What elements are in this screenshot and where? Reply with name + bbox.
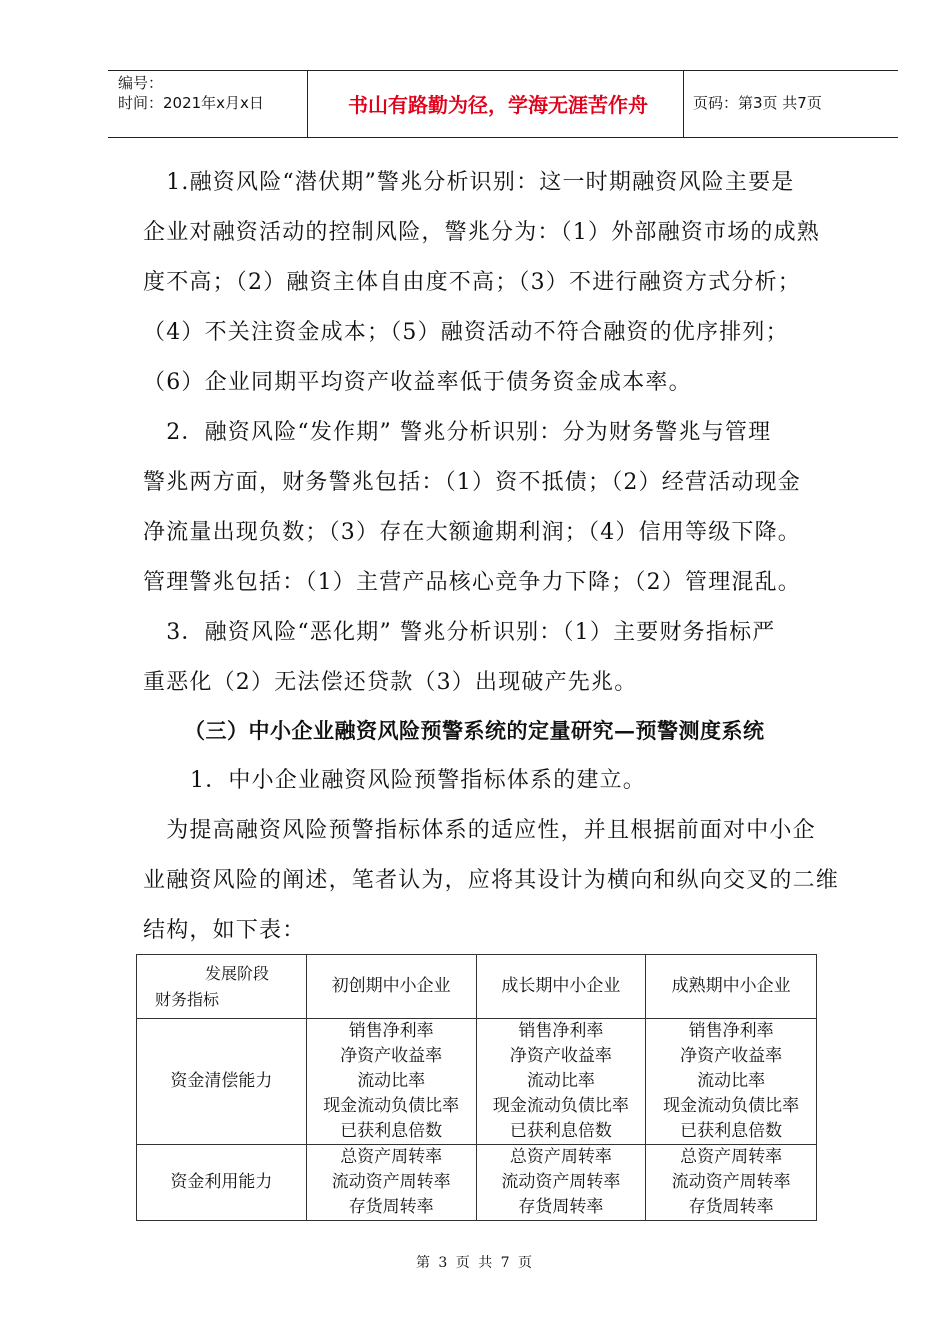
corner-top-label: 发展阶段 [205, 963, 270, 983]
text-line: 警兆两方面，财务警兆包括：（1）资不抵债；（2）经营活动现金 [143, 470, 801, 495]
section-heading: （三）中小企业融资风险预警系统的定量研究—预警测度系统 [184, 718, 765, 743]
page-header [108, 70, 898, 138]
indicator-item: 销售净利率 [688, 1021, 774, 1041]
indicator-item: 流动资产周转率 [671, 1172, 791, 1192]
indicator-item: 净资产收益率 [680, 1046, 783, 1066]
row-label: 资金清偿能力 [137, 1019, 307, 1145]
text-line: 业融资风险的阐述，笔者认为，应将其设计为横向和纵向交叉的二维 [143, 868, 840, 893]
text-line: 企业对融资活动的控制风险，警兆分为：（1）外部融资市场的成熟 [143, 220, 820, 245]
text-line: 为提高融资风险预警指标体系的适应性，并且根据前面对中小企 [143, 818, 816, 843]
paragraph-outbreak-period [143, 408, 863, 608]
indicator-item: 净资产收益率 [509, 1046, 612, 1066]
indicator-item: 总资产周转率 [340, 1147, 443, 1167]
row-label: 资金利用能力 [137, 1145, 307, 1221]
indicator-item: 流动资产周转率 [501, 1172, 621, 1192]
indicator-item: 销售净利率 [518, 1021, 604, 1041]
item-heading: 1．中小企业融资风险预警指标体系的建立。 [190, 768, 646, 793]
text-line: 重恶化（2）无法偿还贷款（3）出现破产先兆。 [143, 670, 638, 695]
indicator-item: 已获利息倍数 [680, 1121, 783, 1141]
column-header: 成长期中小企业 [476, 955, 646, 1019]
document-number-label: 编号： [118, 74, 164, 92]
indicator-item: 流动比率 [526, 1071, 595, 1091]
indicator-cell [476, 1145, 646, 1221]
document-date: 时间：2021年x月x日 [118, 94, 264, 112]
table-row [137, 1019, 817, 1145]
text-line: 结构，如下表： [143, 918, 306, 943]
indicator-item: 现金流动负债比率 [492, 1096, 629, 1116]
indicator-item: 净资产收益率 [340, 1046, 443, 1066]
table-header-row [137, 955, 817, 1019]
indicator-item: 已获利息倍数 [340, 1121, 443, 1141]
indicator-item: 流动比率 [357, 1071, 426, 1091]
indicator-item: 总资产周转率 [509, 1147, 612, 1167]
text-line: 1.融资风险“潜伏期”警兆分析识别：这一时期融资风险主要是 [143, 170, 795, 195]
table-row [137, 1145, 817, 1221]
header-divider [683, 71, 684, 137]
indicator-item: 销售净利率 [348, 1021, 434, 1041]
indicator-item: 现金流动负债比率 [323, 1096, 460, 1116]
corner-bottom-label: 财务指标 [155, 989, 220, 1009]
header-motto: 书山有路勤为径，学海无涯苦作舟 [348, 93, 648, 117]
indicator-item: 流动比率 [697, 1071, 766, 1091]
text-line: 净流量出现负数；（3）存在大额逾期利润；（4）信用等级下降。 [143, 520, 801, 545]
header-meta [118, 73, 264, 113]
page-footer: 第 3 页 共 7 页 [415, 1255, 535, 1271]
text-line: （6）企业同期平均资产收益率低于债务资金成本率。 [143, 370, 692, 395]
header-page-info: 页码：第3页 共7页 [693, 94, 822, 112]
indicator-cell [476, 1019, 646, 1145]
indicator-item: 现金流动负债比率 [663, 1096, 800, 1116]
table-corner-cell [137, 955, 307, 1019]
paragraph-latent-period [143, 158, 863, 408]
column-header: 成熟期中小企业 [646, 955, 817, 1019]
indicator-table [136, 954, 817, 1221]
indicator-cell [306, 1145, 476, 1221]
indicator-item: 已获利息倍数 [509, 1121, 612, 1141]
indicator-cell [646, 1019, 817, 1145]
text-line: 管理警兆包括：（1）主营产品核心竞争力下降；（2）管理混乱。 [143, 570, 801, 595]
indicator-item: 流动资产周转率 [331, 1172, 451, 1192]
indicator-cell [306, 1019, 476, 1145]
indicator-item: 存货周转率 [518, 1197, 604, 1217]
indicator-item: 存货周转率 [348, 1197, 434, 1217]
text-line: 2．融资风险“发作期” 警兆分析识别：分为财务警兆与管理 [143, 420, 772, 445]
text-line: （4）不关注资金成本；（5）融资活动不符合融资的优序排列； [143, 320, 789, 345]
text-line: 3．融资风险“恶化期” 警兆分析识别：（1）主要财务指标严 [143, 620, 776, 645]
indicator-cell [646, 1145, 817, 1221]
indicator-item: 存货周转率 [688, 1197, 774, 1217]
header-divider [307, 71, 308, 137]
indicator-item: 总资产周转率 [680, 1147, 783, 1167]
paragraph-deterioration-period [143, 608, 863, 708]
text-line: 度不高；（2）融资主体自由度不高；（3）不进行融资方式分析； [143, 270, 801, 295]
paragraph-intro [143, 806, 863, 956]
column-header: 初创期中小企业 [306, 955, 476, 1019]
